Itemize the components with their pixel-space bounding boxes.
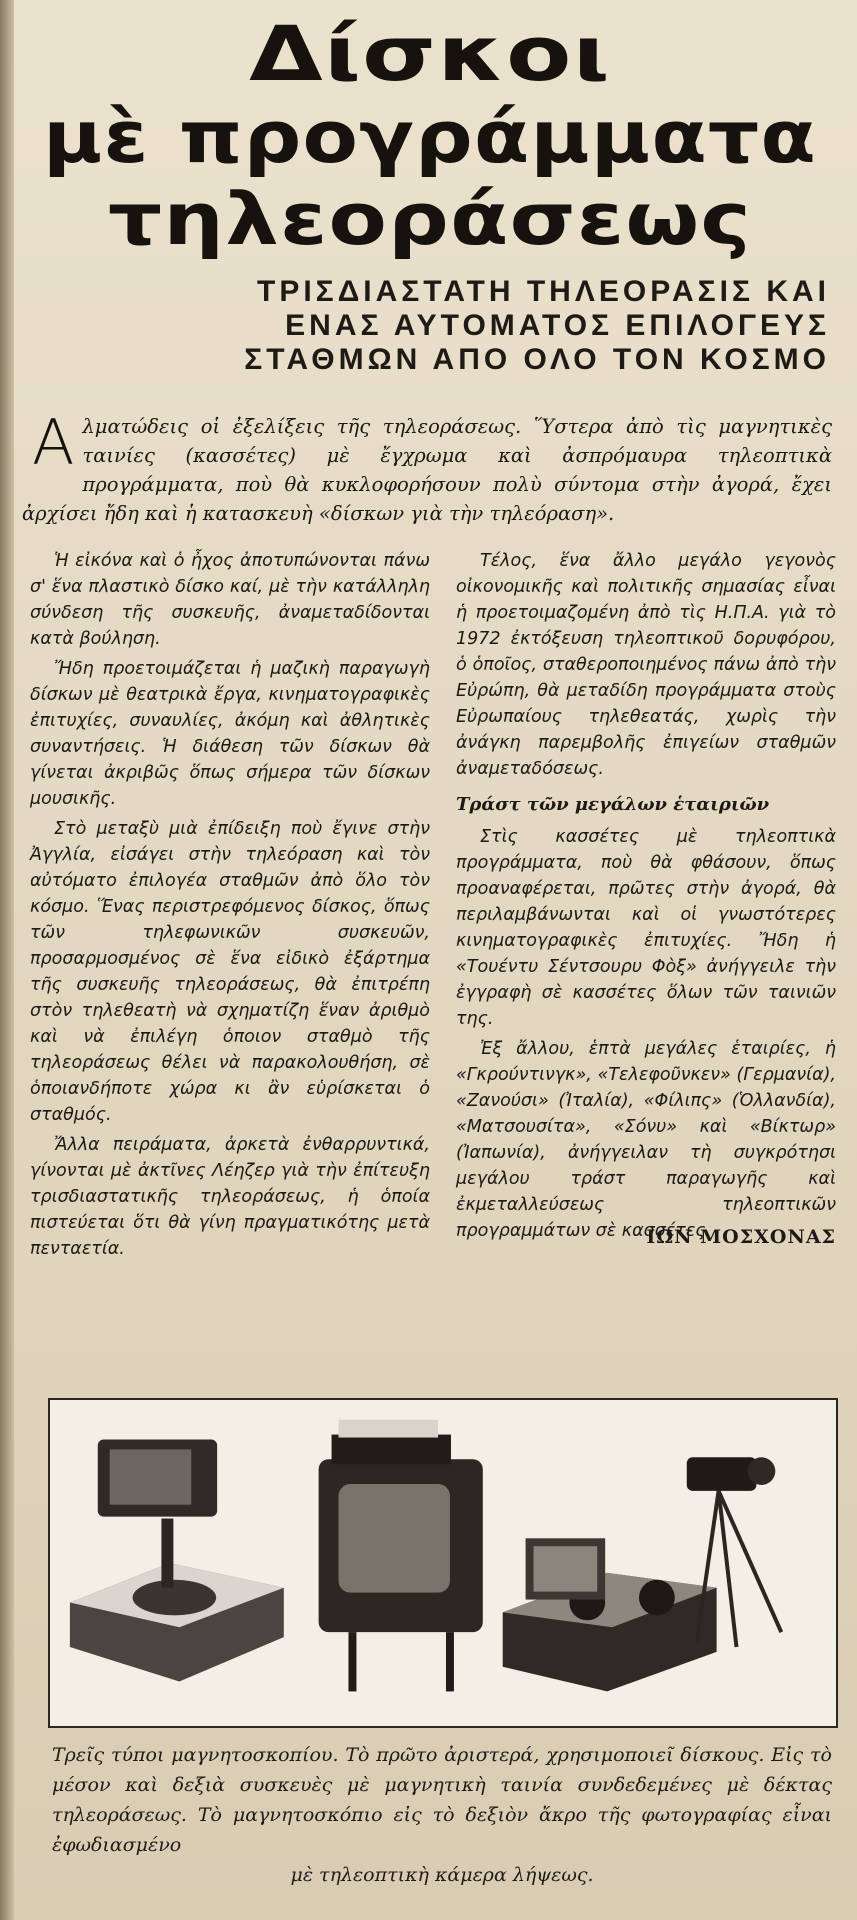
subheadline-line-3: ΣΤΑΘΜΩΝ ΑΠΟ ΟΛΟ ΤΟΝ ΚΟΣΜΟ	[244, 343, 830, 376]
photo-caption	[52, 1740, 832, 1890]
paragraph: Ἐξ ἄλλου, ἑπτὰ μεγάλες ἑταιρίες, ἡ «Γκρούντινγκ», «Τελεφοῦνκεν» (Γερμανία), «Ζανούσι» (Ἰταλία), «Φίλιπς» (Ὁλλανδία), «Ματσουσίτα», «Σόνυ» καὶ «Βίκτωρ» (Ἰαπωνία), ἀνήγγειλαν τὴ συγκρότησι μεγάλου τράστ παραγωγῆς καὶ ἐκμεταλλεύσεως τηλεοπτικῶν προγραμμάτων σὲ κασσέτες.	[456, 1039, 836, 1241]
photo-video-recorders	[48, 1398, 838, 1728]
paragraph: Τέλος, ἕνα ἄλλο μεγάλο γεγονὸς οἰκονομικῆς καὶ πολιτικῆς σημασίας εἶναι ἡ προετοιμαζομένη ἀπὸ τὶς Η.Π.Α. γιὰ τὸ 1972 ἐκτόξευση τηλεοπτικοῦ δορυφόρου, ὁ ὁποῖος, σταθεροποιημένος πάνω ἀπὸ τὴν Εὐρώπη, θὰ μεταδίδη προγράμματα στοὺς Εὐρωπαίους τηλεθεατάς, χωρὶς τὴν ἀνάγκη παρεμβολῆς ἐπιγείων σταθμῶν ἀναμεταδόσεως.	[456, 551, 836, 779]
byline: ΙΩΝ ΜΟΣΧΟΝΑΣ	[646, 1226, 836, 1248]
lead-text: λματώδεις οἱ ἐξελίξεις τῆς τηλεοράσεως. Ὕστερα ἀπὸ τὶς μαγνητικὲς ταινίες (κασσέτες) μὲ ἔγχρωμα καὶ ἀσπρόμαυρα τηλεοπτικὰ προγράμματα, ποὺ θὰ κυκλοφορήσουν πολὺ σύντομα στὴν ἀγορά, ἔχει ἀρχίσει ἤδη καὶ ἡ κατασκευὴ «δίσκων γιὰ τὴν τηλεόραση».	[22, 415, 832, 525]
paragraph: Ἤδη προετοιμάζεται ἡ μαζικὴ παραγωγὴ δίσκων μὲ θεατρικὰ ἔργα, κινηματογραφικὲς ἐπιτυχίες, συναυλίες, ἀκόμη καὶ ἀθλητικὲς συναντήσεις. Ἡ διάθεση τῶν δίσκων θὰ γίνεται ἀκριβῶς ὅπως σήμερα τῶν δίσκων μουσικῆς.	[30, 659, 430, 809]
subheadline	[170, 275, 830, 377]
paragraph: Ἄλλα πειράματα, ἀρκετὰ ἐνθαρρυντικά, γίνονται μὲ ἀκτῖνες Λέηζερ γιὰ τὴν ἐπίτευξη τρισδιαστατικῆς τηλεοράσεως, ἡ ὁποία πιστεύεται ὅτι θὰ γίνη πραγματικότης μετὰ πενταετία.	[30, 1135, 430, 1259]
paragraph: Στὸ μεταξὺ μιὰ ἐπίδειξη ποὺ ἔγινε στὴν Ἀγγλία, εἰσάγει στὴν τηλεόραση καὶ τὸν αὐτόματο ἐπιλογέα σταθμῶν ἀπὸ ὅλο τὸν κόσμο. Ἕνας περιστρεφόμενος δίσκος, ὅπως τῶν τηλεφωνικῶν συσκευῶν, προσαρμοσμένος σὲ ἕνα εἰδικὸ ἐξάρτημα τῆς συσκευῆς τηλεοράσεως, θὰ ἐπιτρέπη στὸν τηλεθεατὴ νὰ σχηματίζη ἕναν ἀριθμὸ καὶ νὰ ἐπιλέγη ὁποιον σταθμὸ τῆς τηλεοράσεως θέλει νὰ παρακολουθήση, σὲ ὁποιανδήποτε χώρα κι ἂν εὑρίσκεται ὁ σταθμός.	[30, 819, 430, 1125]
caption-text: Τρεῖς τύποι μαγνητοσκοπίου. Τὸ πρῶτο ἀριστερά, χρησιμοποιεῖ δίσκους. Εἰς τὸ μέσον καὶ δεξιὰ συσκευὲς μὲ μαγνητικὴ ταινία συνδεδεμένες μὲ δέκτας τηλεοράσεως. Τὸ μαγνητοσκόπιο εἰς τὸ δεξιὸν ἄκρο τῆς φωτογραφίας εἶναι ἐφωδιασμένο	[52, 1744, 832, 1856]
right-column	[456, 548, 836, 1250]
headline	[20, 9, 840, 261]
section-heading: Τράστ τῶν μεγάλων ἑταιριῶν	[456, 794, 770, 815]
paragraph: Στὶς κασσέτες μὲ τηλεοπτικὰ προγράμματα, ποὺ θὰ φθάσουν, ὅπως προαναφέρεται, πρῶτες στὴν ἀγορά, θὰ περιλαμβάνωνται καὶ οἱ γνωστότερες κινηματογραφικὲς ἐπιτυχίες. Ἤδη ἡ «Τουέντυ Σέντσουρυ Φὸξ» ἀνήγγειλε τὴν ἐγγραφὴ σὲ κασσέτες ὅλων τῶν ταινιῶν της.	[456, 827, 836, 1029]
drop-cap: Α	[32, 406, 75, 479]
subheadline-line-2: ΕΝΑΣ ΑΥΤΟΜΑΤΟΣ ΕΠΙΛΟΓΕΥΣ	[285, 309, 830, 342]
left-column	[30, 548, 430, 1266]
headline-line-2: μὲ προγράμματα	[43, 95, 817, 179]
caption-last-line: μὲ τηλεοπτικὴ κάμερα λήψεως.	[290, 1864, 594, 1886]
headline-line-1: Δίσκοι	[249, 9, 611, 98]
video-recorders-illustration	[50, 1400, 836, 1726]
headline-line-3: τηλεοράσεως	[108, 177, 752, 261]
paragraph: Ἡ εἰκόνα καὶ ὁ ἦχος ἀποτυπώνονται πάνω σ' ἕνα πλαστικὸ δίσκο καί, μὲ τὴν κατάλληλη σύνδεση τῆς συσκευῆς, ἀναμεταδίδονται κατὰ βούληση.	[30, 551, 430, 649]
lead-paragraph	[22, 406, 832, 528]
subheadline-line-1: ΤΡΙΣΔΙΑΣΤΑΤΗ ΤΗΛΕΟΡΑΣΙΣ ΚΑΙ	[257, 275, 830, 308]
page-edge	[0, 0, 14, 1920]
